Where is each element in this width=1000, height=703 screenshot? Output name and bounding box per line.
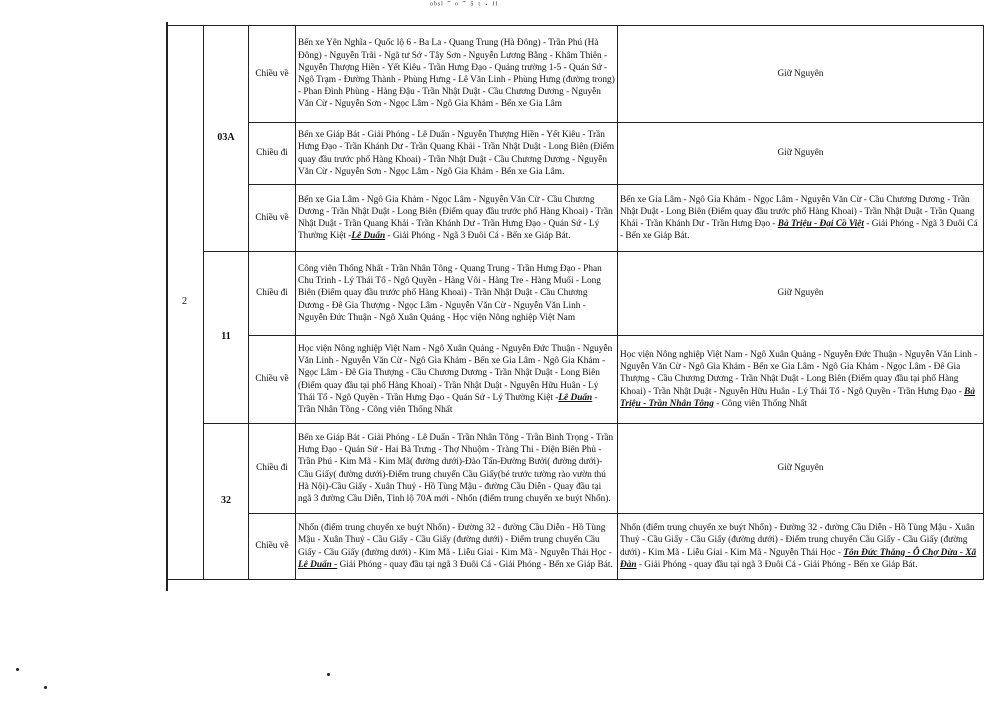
old-route-cell [296, 514, 618, 580]
new-route-cell [618, 336, 984, 424]
direction-cell: Chiều đi [249, 424, 296, 514]
old-route-text: Bến xe Gia Lâm - Ngô Gia Khảm - Ngọc Lâm - Nguyễn Văn Cừ - Cầu Chương Dương - Trần Nhật Duật - Long Biên (Điểm quay đầu trước phố Hàng Khoai) - Trần Nhật Duật - Trần Quang Khải - Trần Khánh Dư - Trần Hưng Đạo - Quán Sứ - Lý Thường Kiệt - [298, 194, 613, 242]
table-row [166, 514, 984, 580]
changed-segment: Lê Duẩn [351, 231, 386, 242]
old-route-cell [296, 336, 618, 424]
table-row [166, 185, 984, 252]
direction-cell: Chiều về [249, 185, 296, 252]
scan-speck [44, 686, 47, 689]
new-route-text: Bến xe Gia Lâm - Ngô Gia Khảm - Ngọc Lâm - Nguyễn Văn Cừ - Cầu Chương Dương - Trần Nhật Duật - Long Biên (Điểm quay đầu trước phố Hàng Khoai) - Trần Nhật Duật - Trần Quang Khải - Trần Khánh Dư - Trần Hưng Đạo - [620, 194, 975, 229]
table-row [166, 252, 984, 336]
changed-segment: Lê Duẩn - [298, 559, 338, 570]
old-route-text: - Trần Nhân Tông - Công viên Thống Nhất [298, 392, 598, 415]
new-route-cell: Giữ Nguyên [618, 424, 984, 514]
new-route-text: Học viện Nông nghiệp Việt Nam - Ngô Xuân Quảng - Nguyễn Đức Thuận - Nguyễn Văn Linh - Nguyễn Văn Cừ - Ngô Gia Khảm - Bến xe Gia Lâm - Ngô Gia Khảm - Ngọc Lâm - Đê Gia Thượng - Cầu Chương Dương - Trần Nhật Duật - Long Biên (Điểm quay đầu tại phố Hàng Khoai) - Trần Nhật Duật - Nguyễn Hữu Huân - Lý Thái Tổ - Ngô Quyền - Trần Hưng Đạo - [620, 349, 978, 397]
route-code-32: 32 [204, 424, 249, 580]
page-header-mark: ᵒᵇˢˡ ˜ ᵒ ˜ ⁵ ᵗ ‧ ᴵᴵ [430, 0, 499, 11]
changed-segment: Bà Triệu - Trần Nhân Tông [620, 386, 975, 409]
direction-cell: Chiều về [249, 514, 296, 580]
new-route-cell [618, 514, 984, 580]
changed-segment: Bà Triệu - Đại Cồ Việt [777, 219, 864, 229]
new-route-cell: Giữ Nguyên [618, 252, 984, 336]
old-route-text: Nhổn (điểm trung chuyển xe buýt Nhổn) - Đường 32 - đường Cầu Diễn - Hồ Tùng Mậu - Xuân Thuỷ - Cầu Giấy - Cầu Giấy (đường dưới) - Điểm trung chuyển Cầu Giấy - Cầu Giấy (đường dưới) - Kim Mã - Liễu Giai - Kim Mã - Nguyễn Thái Học - [298, 523, 612, 558]
old-route-cell: Bến xe Giáp Bát - Giải Phóng - Lê Duẩn - Nguyễn Thượng Hiền - Yết Kiêu - Trần Hưng Đạo - Trần Khánh Dư - Trần Quang Khải - Trần Nhật Duật - Long Biên (Điểm quay đầu trước phố Hàng Khoai) - Trần Nhật Duật - Cầu Chương Dương - Nguyễn Văn Cừ - Nguyễn Sơn - Ngọc Lâm - Ngô Gia Khảm - Bến xe Gia Lâm. [296, 123, 618, 185]
old-route-text: Học viện Nông nghiệp Việt Nam - Ngô Xuân Quảng - Nguyễn Đức Thuận - Nguyễn Văn Linh - Nguyễn Văn Cừ - Ngô Gia Khảm - Bến xe Gia Lâm - Ngô Gia Khảm - Ngọc Lâm - Đê Gia Thượng - Cầu Chương Dương - Trần Nhật Duật - Long Biên (Điểm quay đầu tại phố Hàng Khoai) - Trần Nhật Duật - Nguyễn Hữu Huân - Lý Thái Tổ - Ngô Quyền - Trần Hưng Đạo - Quán Sứ - Lý Thường Kiệt - [298, 343, 613, 403]
scan-speck [327, 673, 330, 676]
old-route-cell [296, 185, 618, 252]
table-row [166, 26, 984, 123]
old-route-cell: Công viên Thống Nhất - Trần Nhân Tông - Quang Trung - Trần Hưng Đạo - Phan Chu Trinh - Lý Thái Tổ - Ngô Quyền - Hàng Vôi - Hàng Tre - Hàng Muối - Long Biên (Điểm quay đầu trước phố Hàng Khoai) - Trần Nhật Duật - Cầu Chương Dương - Đê Gia Thượng - Ngọc Lâm - Nguyễn Văn Cừ - Nguyễn Văn Linh - Nguyễn Đức Thuận - Ngô Xuân Quảng - Học viện Nông nghiệp Việt Nam [296, 252, 618, 336]
table-row [166, 123, 984, 185]
changed-segment: Tôn Đức Thắng - Ô Chợ Dừa - Xã Đàn [620, 547, 977, 570]
new-route-cell [618, 185, 984, 252]
direction-cell: Chiều về [249, 336, 296, 424]
stt-cell: 2 [166, 26, 204, 580]
table-row [166, 336, 984, 424]
route-change-table [166, 25, 984, 580]
new-route-text: - Giải Phóng - quay đầu tại ngã 3 Đuôi Cá - Giải Phóng - Bến xe Giáp Bát. [636, 559, 918, 570]
new-route-text: - Giải Phóng - Ngã 3 Đuôi Cá - Bến xe Giáp Bát. [620, 219, 978, 242]
direction-cell: Chiều đi [249, 252, 296, 336]
new-route-text: Nhổn (điểm trung chuyển xe buýt Nhổn) - Đường 32 - đường Cầu Diễn - Hồ Tùng Mậu - Xuân Thuỷ - Cầu Giấy - Cầu Giấy (đường dưới) - Điểm trung chuyển Cầu Giấy - Cầu Giấy (đường dưới) - Kim Mã - Liễu Giai - Kim Mã - Nguyễn Thái Học - [620, 523, 975, 558]
route-code-11: 11 [204, 252, 249, 424]
new-route-cell: Giữ Nguyên [618, 123, 984, 185]
new-route-text: - Công viên Thống Nhất [713, 398, 807, 409]
old-route-cell: Bến xe Yên Nghĩa - Quốc lộ 6 - Ba La - Quang Trung (Hà Đông) - Trần Phú (Hà Đông) - Nguyễn Trãi - Ngã tư Sở - Tây Sơn - Nguyễn Lương Bằng - Khâm Thiên - Nguyễn Thượng Hiền - Yết Kiêu - Trần Hưng Đạo - Quảng trường 1-5 - Quán Sứ - Ngô Trạm - Đường Thành - Phùng Hưng - Lê Văn Linh - Phùng Hưng (đường trong) - Phan Đình Phùng - Hàng Đậu - Trần Nhật Duật - Cầu Chương Dương - Nguyễn Văn Cừ - Nguyễn Sơn - Ngọc Lâm - Ngô Gia Khảm - Bến xe Gia Lâm [296, 26, 618, 123]
new-route-cell: Giữ Nguyên [618, 26, 984, 123]
scan-speck [16, 668, 19, 671]
old-route-text: - Giải Phóng - Ngã 3 Đuôi Cá - Bến xe Giáp Bát. [385, 231, 571, 242]
direction-cell: Chiều đi [249, 123, 296, 185]
direction-cell: Chiều về [249, 26, 296, 123]
old-route-cell: Bến xe Giáp Bát - Giải Phóng - Lê Duẩn - Trần Nhân Tông - Trần Bình Trọng - Trần Hưng Đạo - Quán Sứ - Hai Bà Trưng - Thợ Nhuộm - Tràng Thi - Điện Biên Phủ - Trần Phú - Kim Mã - Kim Mã( đường dưới)-Đào Tấn-Đường Bưởi( đường dưới)-Cầu Giấy( đường dưới)-Điểm trung chuyển Cầu Giấy(bé trước tường rào vườn thú Hà Nội)-Cầu Giấy - Xuân Thuỷ - Hồ Tùng Mậu - đường Cầu Diễn - Quay đầu tại ngã 3 đường Cầu Diễn, Tỉnh lộ 70A mới - Nhổn (điểm trung chuyển xe buýt Nhổn). [296, 424, 618, 514]
table-row [166, 424, 984, 514]
changed-segment: Lê Duẩn [558, 392, 593, 403]
old-route-text: Giải Phóng - quay đầu tại ngã 3 Đuôi Cá - Giải Phóng - Bến xe Giáp Bát. [337, 559, 613, 570]
route-code-03a: 03A [204, 26, 249, 252]
